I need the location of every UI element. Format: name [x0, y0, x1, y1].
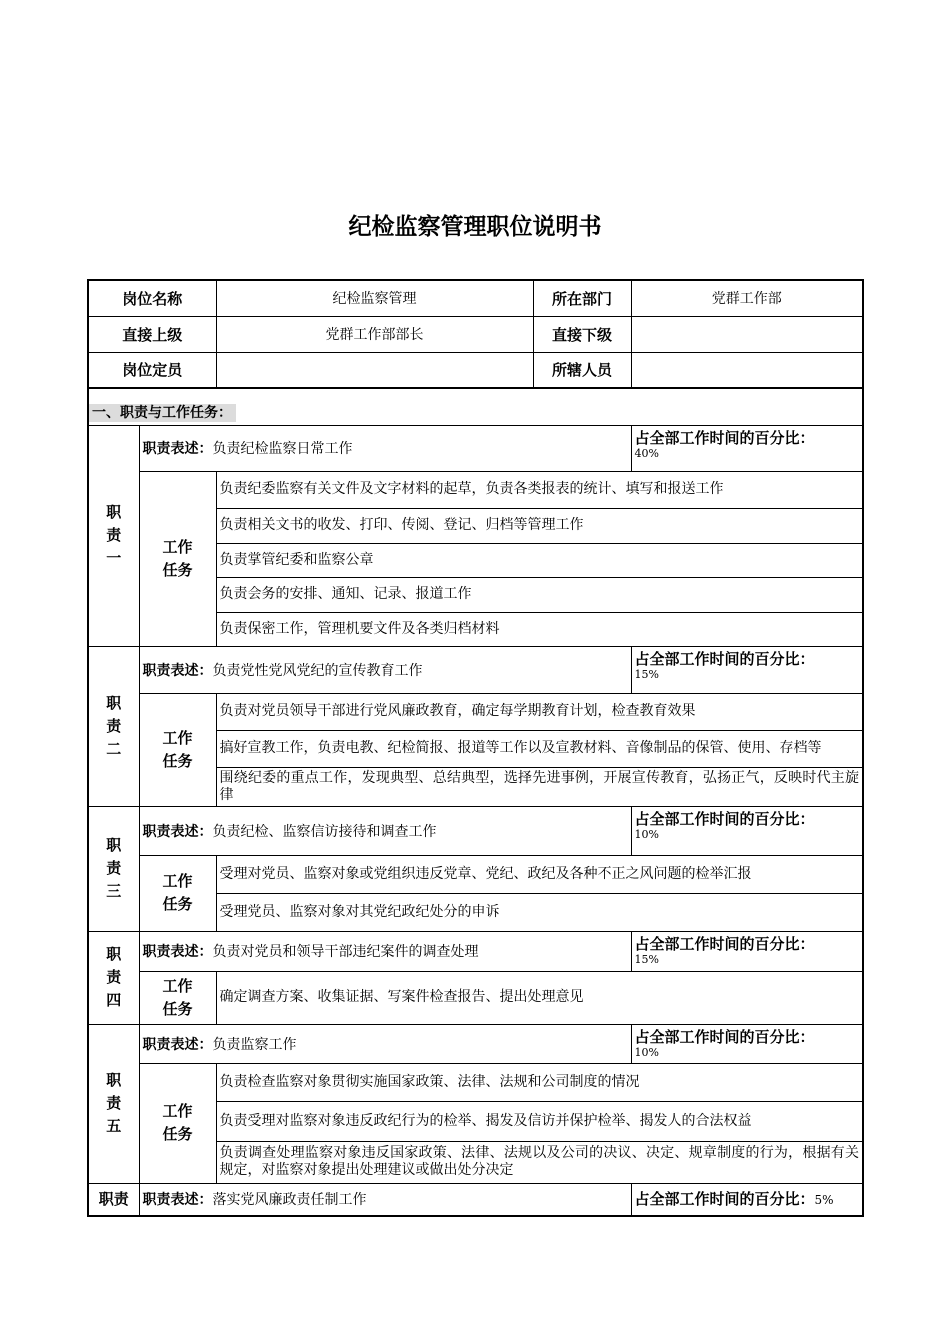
duty-4-label: 职 责 四: [88, 931, 139, 1024]
duty-5-percent: 占全部工作时间的百分比： 10%: [631, 1024, 863, 1063]
duty-5-task-row: [88, 1063, 863, 1101]
duty-1-description: 职责表述：负责纪检监察日常工作: [139, 425, 631, 471]
duty-5-task-3: 负责调查处理监察对象违反国家政策、法律、法规以及公司的决议、决定、规章制度的行为，根据有关规定，对监察对象提出处理建议或做出处分决定: [216, 1141, 863, 1183]
duty-4-percent: 占全部工作时间的百分比： 15%: [631, 931, 863, 971]
staff-label: 所辖人员: [533, 352, 631, 388]
superior-value: 党群工作部部长: [216, 316, 533, 352]
duty-6-label: 职责: [88, 1183, 139, 1216]
duty-6-percent: 占全部工作时间的百分比：5%: [631, 1183, 863, 1216]
duty-5-task-label: 工作 任务: [139, 1063, 216, 1183]
duty-1-task-5: 负责保密工作，管理机要文件及各类归档材料: [216, 612, 863, 646]
post-name-label: 岗位名称: [88, 280, 216, 316]
staff-value: [631, 352, 863, 388]
superior-label: 直接上级: [88, 316, 216, 352]
duty-1-desc-row: [88, 425, 863, 471]
duty-1-task-3: 负责掌管纪委和监察公章: [216, 543, 863, 577]
duty-1-label: 职 责 一: [88, 425, 139, 646]
section-row: [88, 388, 863, 425]
duty-2-task-row: [88, 693, 863, 730]
duty-5-label: 职 责 五: [88, 1024, 139, 1183]
job-description-sheet: [87, 279, 862, 1217]
duty-1-task-4: 负责会务的安排、通知、记录、报道工作: [216, 577, 863, 612]
duty-5-desc-row: [88, 1024, 863, 1063]
duty-3-desc-row: [88, 806, 863, 855]
section-title: 一、职责与工作任务：: [89, 404, 236, 422]
duty-4-description: 职责表述：负责对党员和领导干部违纪案件的调查处理: [139, 931, 631, 971]
dept-label: 所在部门: [533, 280, 631, 316]
duty-2-task-label: 工作 任务: [139, 693, 216, 806]
info-row-3: [88, 352, 863, 388]
job-description-table: [87, 279, 864, 1217]
headcount-label: 岗位定员: [88, 352, 216, 388]
post-name-value: 纪检监察管理: [216, 280, 533, 316]
duty-6-desc-row: [88, 1183, 863, 1216]
headcount-value: [216, 352, 533, 388]
duty-2-percent: 占全部工作时间的百分比： 15%: [631, 646, 863, 693]
duty-4-task-row: [88, 971, 863, 1024]
duty-4-task-1: 确定调查方案、收集证据、写案件检查报告、提出处理意见: [216, 971, 863, 1024]
duty-3-task-1: 受理对党员、监察对象或党组织违反党章、党纪、政纪及各种不正之风问题的检举汇报: [216, 855, 863, 893]
duty-2-desc-row: [88, 646, 863, 693]
duty-2-task-2: 搞好宣教工作，负责电教、纪检简报、报道等工作以及宣教材料、音像制品的保管、使用、存档等: [216, 730, 863, 767]
duty-4-desc-row: [88, 931, 863, 971]
duty-1-percent: 占全部工作时间的百分比： 40%: [631, 425, 863, 471]
subordinate-label: 直接下级: [533, 316, 631, 352]
duty-5-description: 职责表述：负责监察工作: [139, 1024, 631, 1063]
duty-5-task-1: 负责检查监察对象贯彻实施国家政策、法律、法规和公司制度的情况: [216, 1063, 863, 1101]
duty-3-task-2: 受理党员、监察对象对其党纪政纪处分的申诉: [216, 893, 863, 931]
duty-2-label: 职 责 二: [88, 646, 139, 806]
duty-1-task-2: 负责相关文书的收发、打印、传阅、登记、归档等管理工作: [216, 508, 863, 543]
info-row-2: [88, 316, 863, 352]
dept-value: 党群工作部: [631, 280, 863, 316]
duty-1-task-row: [88, 471, 863, 508]
duty-2-task-1: 负责对党员领导干部进行党风廉政教育，确定每学期教育计划，检查教育效果: [216, 693, 863, 730]
duty-5-task-2: 负责受理对监察对象违反政纪行为的检举、揭发及信访并保护检举、揭发人的合法权益: [216, 1101, 863, 1141]
duty-1-task-label: 工作 任务: [139, 471, 216, 646]
page-title: 纪检监察管理职位说明书: [348, 214, 602, 240]
subordinate-value: [631, 316, 863, 352]
duty-4-task-label: 工作 任务: [139, 971, 216, 1024]
duty-3-percent: 占全部工作时间的百分比： 10%: [631, 806, 863, 855]
duty-3-task-row: [88, 855, 863, 893]
duty-6-description: 职责表述：落实党风廉政责任制工作: [139, 1183, 631, 1216]
duty-2-description: 职责表述：负责党性党风党纪的宣传教育工作: [139, 646, 631, 693]
duty-3-label: 职 责 三: [88, 806, 139, 931]
duty-1-task-1: 负责纪委监察有关文件及文字材料的起草，负责各类报表的统计、填写和报送工作: [216, 471, 863, 508]
duty-3-description: 职责表述：负责纪检、监察信访接待和调查工作: [139, 806, 631, 855]
duty-3-task-label: 工作 任务: [139, 855, 216, 931]
duty-2-task-3: 围绕纪委的重点工作，发现典型、总结典型，选择先进事例，开展宣传教育，弘扬正气，反映时代主旋律: [216, 767, 863, 806]
info-row-1: [88, 280, 863, 316]
